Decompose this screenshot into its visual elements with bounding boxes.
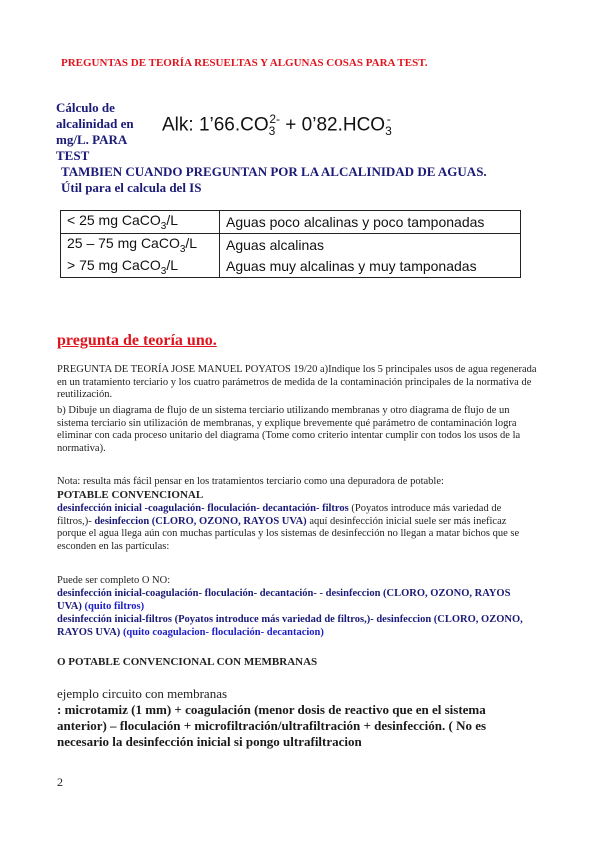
option2-sequence: desinfección inicial-filtros (Poyatos introduce más variedad de filtros,)- desinfeccion (CLORO, OZONO, RAYOS UVA) <box>57 614 523 638</box>
formula-sup1: 2- <box>269 112 281 126</box>
also-note-line1: TAMBIEN CUANDO PREGUNTAN POR LA ALCALINIDAD DE AGUAS. <box>61 164 487 179</box>
alkalinity-formula <box>162 112 391 138</box>
alkalinity-calc-label: Cálculo de alcalinidad en mg/L. PARA TEST <box>56 100 134 163</box>
formula-prefix: Alk: 1’66.CO <box>162 114 269 136</box>
question-a: PREGUNTA DE TEORÍA JOSE MANUEL POYATOS 19/20 a)Indique los 5 principales usos de agua regenerada en un tratamiento terciario y los cuatro parámetros de medida de la contaminación principales de la normativa de reutilización. <box>57 364 537 400</box>
option1-sequence: desinfección inicial-coagulación- floculación- decantación- - desinfeccion (CLORO, OZONO, RAYOS UVA) <box>57 588 511 612</box>
page-number: 2 <box>57 775 63 789</box>
table-row <box>61 211 521 234</box>
desc-cell: Aguas muy alcalinas y muy tamponadas <box>220 256 521 278</box>
formula-sup2: - <box>386 112 391 126</box>
formula-sub2: 3 <box>385 124 392 139</box>
range-cell: 25 – 75 mg CaCO$_3$/L <box>61 233 220 255</box>
membranes-heading: O POTABLE CONVENCIONAL CON MEMBRANAS <box>57 656 318 668</box>
formula-sub1: 3 <box>268 124 276 139</box>
circuit-text: : microtamiz (1 mm) + coagulación (menor dosis de reactivo que en el sistema anterior) – floculación + microfiltración/ultrafiltración + desinfección. ( No es necesario la desinfección inicial si pongo ultrafiltracion <box>57 702 487 749</box>
table-row <box>61 233 521 255</box>
circuit-intro: ejemplo circuito con membranas <box>57 686 228 701</box>
range-cell: < 25 mg CaCO$_3$/L <box>61 211 220 234</box>
also-note <box>61 164 487 196</box>
also-note-line2: Útil para el calcula del IS <box>61 180 202 195</box>
potable-paragraph <box>57 503 537 553</box>
potable-heading: POTABLE CONVENCIONAL <box>57 489 204 501</box>
page-heading: PREGUNTAS DE TEORÍA RESUELTAS Y ALGUNAS COSAS PARA TEST. <box>61 57 428 69</box>
potable-seq1: desinfección inicial -coagulación- floculación- decantación- filtros <box>57 503 349 514</box>
option2-note: (quito coagulacion- floculación- decantacion) <box>122 626 324 638</box>
potable-note2: aquí desinfección inicial suele ser más ineficaz porque el agua llega aún con muchas partículas y los sistemas de desinfección no llegan a matar bichos que se esconden en las partículas: <box>57 515 520 552</box>
desc-cell: Aguas alcalinas <box>226 236 325 253</box>
potable-seq2: desinfeccion (CLORO, OZONO, RAYOS UVA) <box>94 515 307 527</box>
desc-cell: Aguas poco alcalinas y poco tamponadas <box>220 211 521 234</box>
option1 <box>57 588 537 613</box>
formula-middle: + 0’82.HCO <box>280 114 386 136</box>
table-row <box>61 256 521 278</box>
question-title: pregunta de teoría uno. <box>57 332 217 349</box>
note: Nota: resulta más fácil pensar en los tratamientos terciario como una depuradora de potable: <box>57 476 444 487</box>
option2 <box>57 614 537 639</box>
alkalinity-table <box>60 210 521 278</box>
range-cell: > 75 mg CaCO$_3$/L <box>61 256 220 278</box>
option-intro: Puede ser completo O NO: <box>57 575 171 586</box>
potable-note1: (Poyatos introduce más variedad de filtros,)- <box>57 503 502 527</box>
option1-note: (quito filtros) <box>84 600 145 612</box>
question-b: b) Dibuje un diagrama de flujo de un sistema terciario utilizando membranas y otro diagrama de flujo de un sistema terciario sin utilización de membranas, y explique brevemente qué parámetro de contaminación logra eliminar con cada proceso unitario del diagrama (Tome como criterio intentar cumplir con todos los usos de la normativa). <box>57 405 521 454</box>
